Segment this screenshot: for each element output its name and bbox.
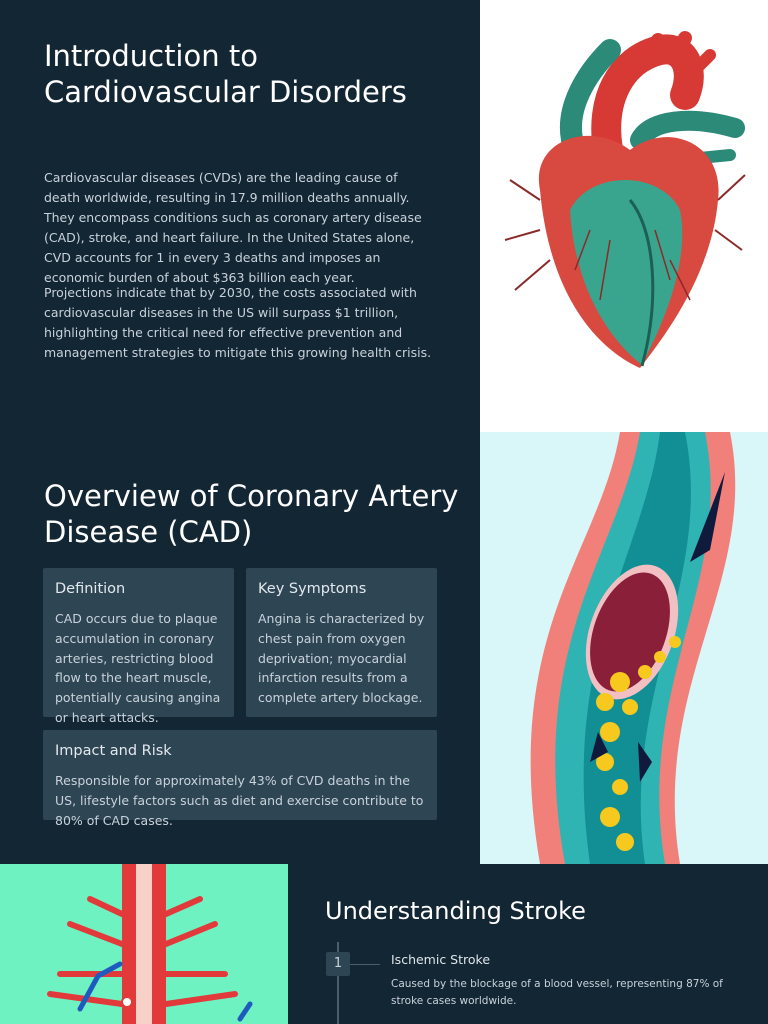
slide-stroke [0,864,768,1024]
slide-title: Overview of Coronary Artery Disease (CAD) [44,479,459,549]
heart-illustration [480,0,768,432]
timeline-connector [349,964,380,965]
heart-icon [480,0,768,432]
vessels-illustration [0,864,288,1024]
card-key-symptoms [246,568,437,717]
card-title: Impact and Risk [55,743,172,759]
slide-cad-overview [0,432,768,864]
card-text: Angina is characterized by chest pain from oxygen deprivation; myocardial infarction results from a complete artery blockage. [258,611,425,706]
step-title: Ischemic Stroke [391,952,491,967]
blood-vessels-icon [0,864,288,1024]
slide-title: Understanding Stroke [325,897,586,925]
card-title: Key Symptoms [258,581,367,597]
intro-paragraph-2: Projections indicate that by 2030, the costs associated with cardiovascular diseases in the US will surpass $1 trillion, highlighting the critical need for effective prevention and management strategies to mitigate this growing health crisis. [44,285,432,360]
slide-intro [0,0,768,432]
intro-paragraph-1: Cardiovascular diseases (CVDs) are the leading cause of death worldwide, resulting in 17.9 million deaths annually. They encompass conditions such as coronary artery disease (CAD), stroke, and heart failure. In the United States alone, CVD accounts for 1 in every 3 deaths and imposes an economic burden of about $363 billion each year. [44,170,422,285]
card-title: Definition [55,581,126,597]
artery-plaque-icon [480,432,768,864]
slide-title: Introduction to Cardiovascular Disorders [44,39,407,109]
card-impact-and-risk [43,730,437,828]
card-definition [43,568,234,725]
card-text: CAD occurs due to plaque accumulation in coronary arteries, restricting blood flow to the heart muscle, potentially causing angina or heart attacks. [55,611,221,725]
step-number: 1 [326,952,350,976]
step-text: Caused by the blockage of a blood vessel, representing 87% of stroke cases worldwide. [391,978,723,1007]
artery-illustration [480,432,768,864]
card-text: Responsible for approximately 43% of CVD deaths in the US, lifestyle factors such as diet and exercise contribute to 80% of CAD cases. [55,773,424,828]
